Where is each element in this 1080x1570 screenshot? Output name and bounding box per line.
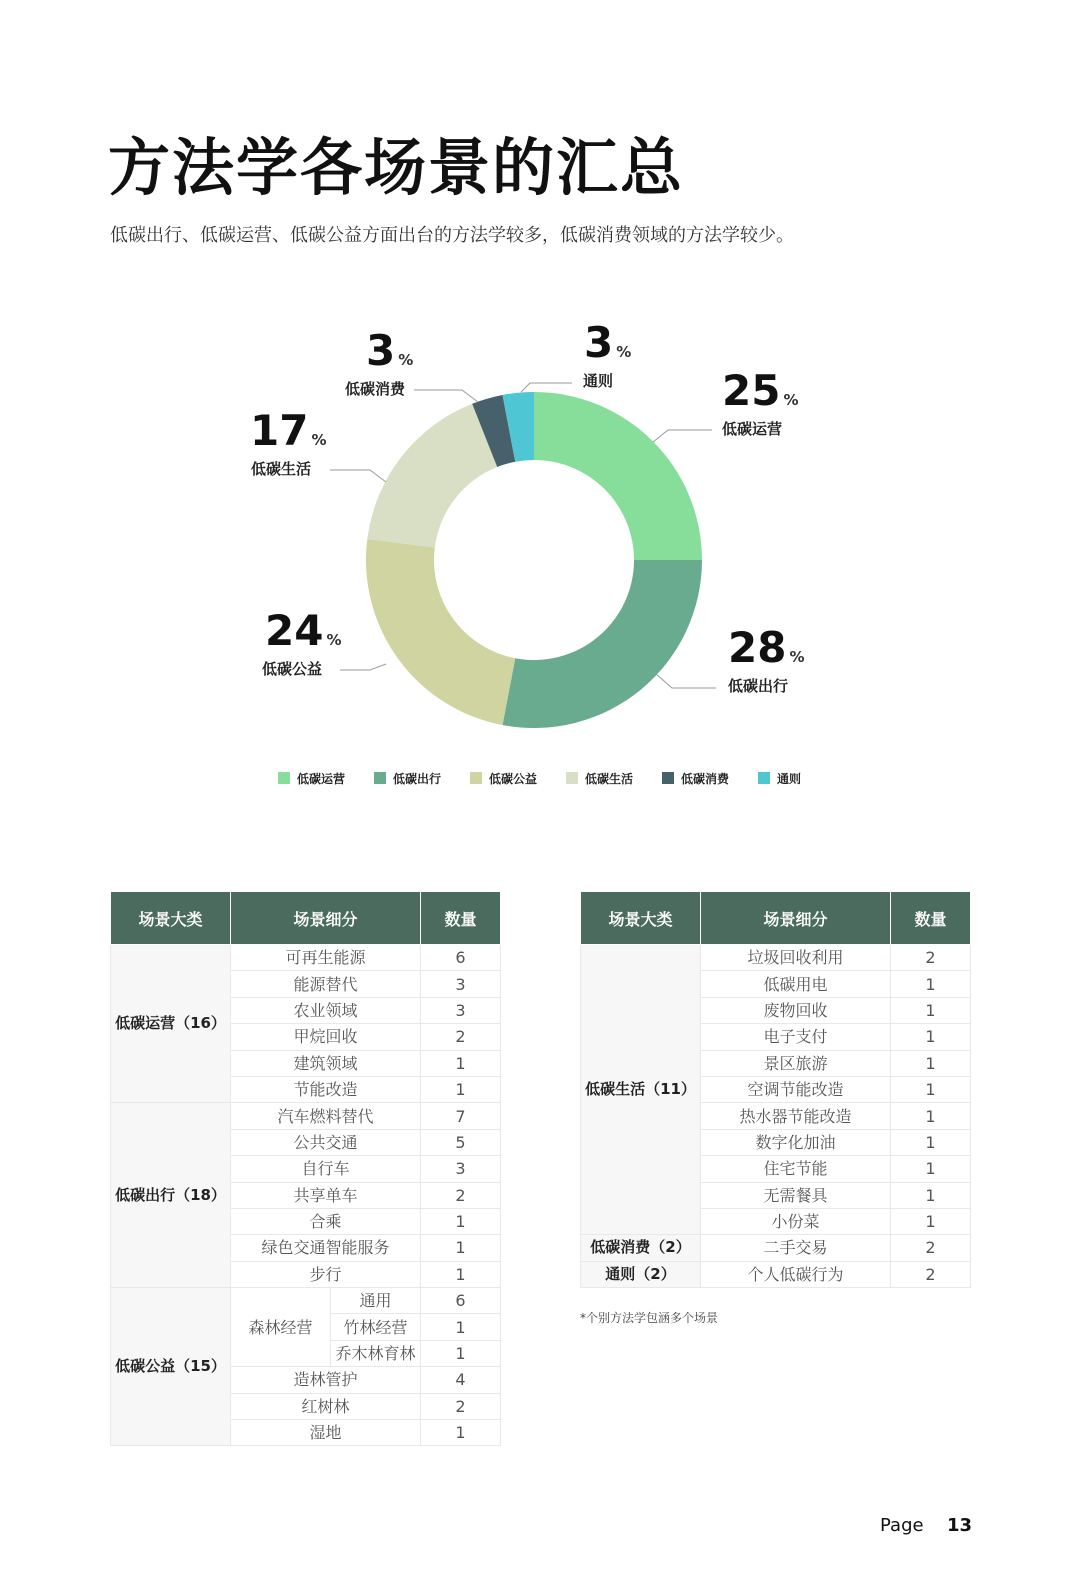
count-cell: 1	[891, 1182, 971, 1208]
subcategory-cell: 乔木林育林	[331, 1340, 421, 1366]
subcategory-cell: 能源替代	[231, 971, 421, 997]
slice-percent-label: 28 %	[728, 623, 805, 672]
subcategory-cell: 数字化加油	[701, 1129, 891, 1155]
page-label: Page	[880, 1515, 924, 1536]
count-cell: 6	[421, 945, 501, 971]
count-cell: 2	[891, 1261, 971, 1287]
legend-label: 通则	[777, 772, 802, 786]
subcategory-cell: 共享单车	[231, 1182, 421, 1208]
count-cell: 1	[891, 971, 971, 997]
subcategory-cell: 废物回收	[701, 997, 891, 1023]
count-cell: 2	[891, 945, 971, 971]
slice-percent-label: 3 %	[366, 326, 414, 375]
legend-swatch	[470, 772, 482, 784]
count-cell: 6	[421, 1288, 501, 1314]
subcategory-cell: 电子支付	[701, 1024, 891, 1050]
footnote: *个别方法学包涵多个场景	[580, 1311, 719, 1325]
header-subcategory: 场景细分	[701, 892, 891, 945]
count-cell: 1	[891, 1103, 971, 1129]
leader-line	[521, 383, 572, 392]
category-cell: 低碳运营（16）	[111, 945, 231, 1103]
header-count: 数量	[421, 892, 501, 945]
leader-line	[653, 430, 712, 442]
subcategory-cell: 低碳用电	[701, 971, 891, 997]
table-row	[581, 1235, 971, 1261]
count-cell: 3	[421, 997, 501, 1023]
legend-swatch	[278, 772, 290, 784]
subcategory-cell: 小份菜	[701, 1208, 891, 1234]
subcategory-cell: 公共交通	[231, 1129, 421, 1155]
subcategory-cell: 空调节能改造	[701, 1076, 891, 1102]
leader-line	[340, 664, 386, 670]
count-cell: 2	[421, 1024, 501, 1050]
count-cell: 1	[421, 1261, 501, 1287]
count-cell: 1	[891, 1024, 971, 1050]
header-count: 数量	[891, 892, 971, 945]
subcategory-cell: 节能改造	[231, 1076, 421, 1102]
slice-percent-label: 17 %	[250, 406, 327, 455]
count-cell: 1	[421, 1314, 501, 1340]
category-cell: 通则（2）	[581, 1261, 701, 1287]
subcategory-cell: 湿地	[231, 1420, 421, 1446]
subcategory-cell: 自行车	[231, 1156, 421, 1182]
table-row	[111, 1103, 501, 1129]
subcategory-cell: 农业领域	[231, 997, 421, 1023]
slice-percent-label: 3 %	[584, 318, 632, 367]
subcategory-cell: 建筑领域	[231, 1050, 421, 1076]
table-row	[581, 945, 971, 971]
subgroup-cell: 森林经营	[231, 1288, 331, 1367]
legend-label: 低碳出行	[393, 772, 442, 786]
legend-swatch	[374, 772, 386, 784]
table-row	[111, 1288, 501, 1314]
slice-name-label: 低碳消费	[345, 380, 406, 398]
subcategory-cell: 景区旅游	[701, 1050, 891, 1076]
donut-chart	[0, 300, 1080, 820]
count-cell: 1	[891, 1208, 971, 1234]
leader-line	[414, 390, 478, 402]
count-cell: 2	[421, 1182, 501, 1208]
slice-percent-label: 24 %	[265, 606, 342, 655]
count-cell: 1	[421, 1340, 501, 1366]
header-subcategory: 场景细分	[231, 892, 421, 945]
header-category: 场景大类	[111, 892, 231, 945]
subcategory-cell: 住宅节能	[701, 1156, 891, 1182]
category-cell: 低碳生活（11）	[581, 945, 701, 1235]
count-cell: 1	[891, 1076, 971, 1102]
count-cell: 5	[421, 1129, 501, 1155]
count-cell: 7	[421, 1103, 501, 1129]
count-cell: 1	[421, 1208, 501, 1234]
donut-slice	[366, 539, 515, 725]
slice-name-label: 低碳公益	[262, 660, 323, 678]
subcategory-cell: 竹林经营	[331, 1314, 421, 1340]
table-row	[111, 945, 501, 971]
subcategory-cell: 合乘	[231, 1208, 421, 1234]
subcategory-cell: 热水器节能改造	[701, 1103, 891, 1129]
category-cell: 低碳公益（15）	[111, 1288, 231, 1446]
subcategory-cell: 通用	[331, 1288, 421, 1314]
count-cell: 1	[421, 1235, 501, 1261]
leader-line	[656, 674, 716, 688]
legend-swatch	[758, 772, 770, 784]
count-cell: 3	[421, 971, 501, 997]
donut-slice	[534, 392, 702, 560]
count-cell: 2	[421, 1393, 501, 1419]
category-cell: 低碳消费（2）	[581, 1235, 701, 1261]
count-cell: 1	[891, 1050, 971, 1076]
scenario-table-right	[580, 891, 971, 1288]
count-cell: 1	[891, 1156, 971, 1182]
slice-name-label: 低碳出行	[728, 677, 789, 695]
subcategory-cell: 无需餐具	[701, 1182, 891, 1208]
legend-swatch	[566, 772, 578, 784]
count-cell: 1	[891, 997, 971, 1023]
subcategory-cell: 造林管护	[231, 1367, 421, 1393]
slice-name-label: 通则	[583, 372, 614, 390]
subcategory-cell: 汽车燃料替代	[231, 1103, 421, 1129]
scenario-table-left	[110, 891, 501, 1446]
slice-name-label: 低碳运营	[722, 420, 783, 438]
slice-name-label: 低碳生活	[251, 460, 312, 478]
category-cell: 低碳出行（18）	[111, 1103, 231, 1288]
donut-slice	[367, 404, 497, 548]
count-cell: 1	[421, 1076, 501, 1102]
subcategory-cell: 步行	[231, 1261, 421, 1287]
header-category: 场景大类	[581, 892, 701, 945]
legend-label: 低碳生活	[585, 772, 634, 786]
page-subtitle: 低碳出行、低碳运营、低碳公益方面出台的方法学较多，低碳消费领域的方法学较少。	[110, 225, 794, 246]
count-cell: 3	[421, 1156, 501, 1182]
subcategory-cell: 甲烷回收	[231, 1024, 421, 1050]
legend-label: 低碳公益	[489, 772, 538, 786]
subcategory-cell: 绿色交通智能服务	[231, 1235, 421, 1261]
count-cell: 1	[421, 1050, 501, 1076]
subcategory-cell: 红树林	[231, 1393, 421, 1419]
page-number: 13	[947, 1515, 973, 1536]
subcategory-cell: 个人低碳行为	[701, 1261, 891, 1287]
count-cell: 4	[421, 1367, 501, 1393]
count-cell: 1	[891, 1129, 971, 1155]
leader-line	[330, 470, 386, 482]
count-cell: 2	[891, 1235, 971, 1261]
count-cell: 1	[421, 1420, 501, 1446]
slice-percent-label: 25 %	[722, 366, 799, 415]
legend-label: 低碳消费	[681, 772, 730, 786]
subcategory-cell: 可再生能源	[231, 945, 421, 971]
donut-slice	[503, 560, 702, 728]
table-row	[581, 1261, 971, 1287]
legend-label: 低碳运营	[297, 772, 346, 786]
subcategory-cell: 垃圾回收利用	[701, 945, 891, 971]
subcategory-cell: 二手交易	[701, 1235, 891, 1261]
legend-swatch	[662, 772, 674, 784]
page-title: 方法学各场景的汇总	[108, 131, 685, 204]
